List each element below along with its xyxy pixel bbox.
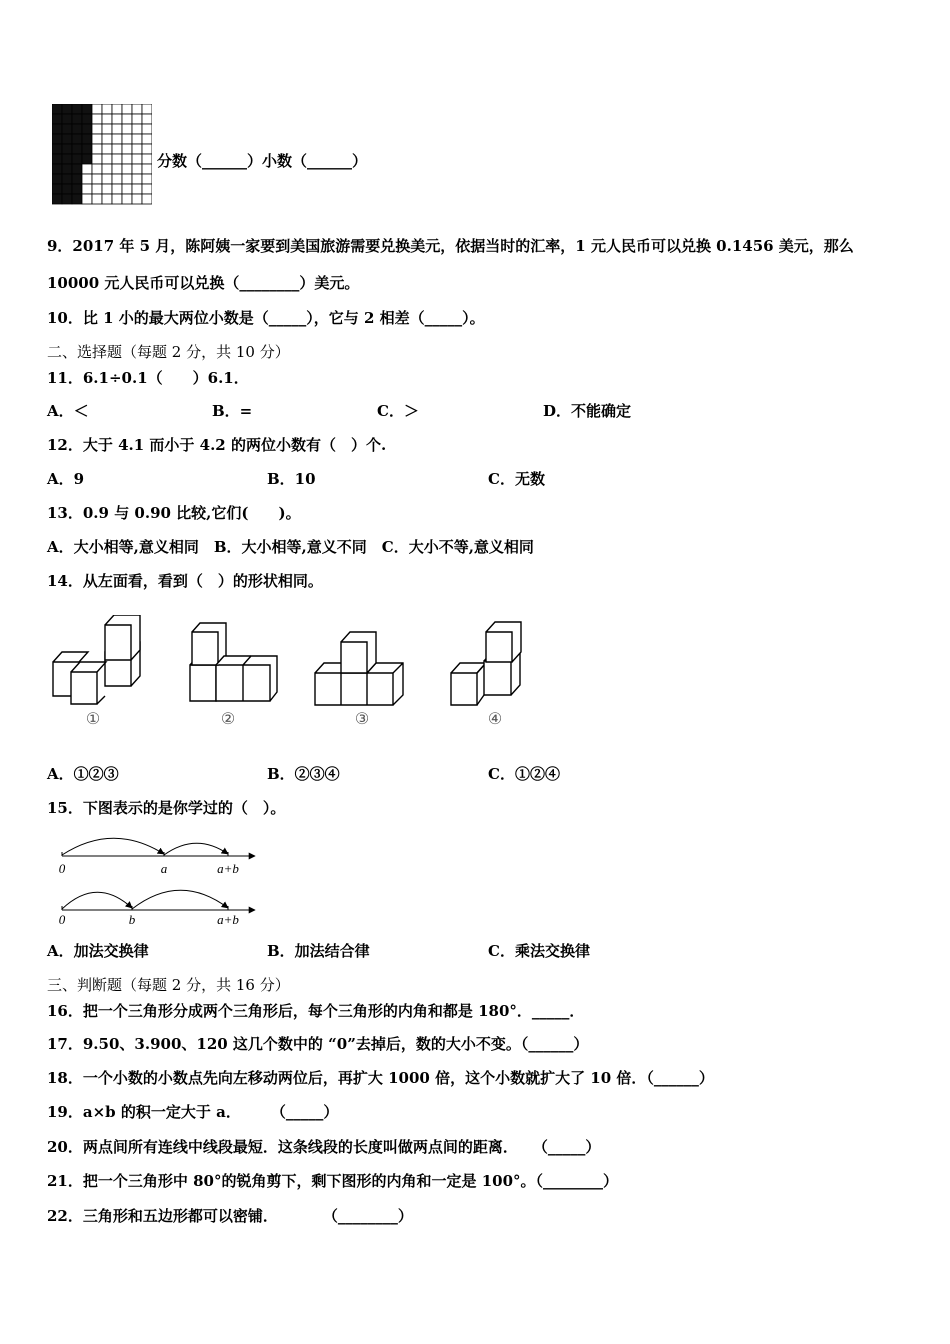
axis2-label-b: b [128,912,136,927]
grid-cell [62,104,72,114]
grid-cell [82,164,92,174]
grid-cell [92,104,102,114]
axis2-label-ab: a+b [217,912,239,927]
grid-cell [82,144,92,154]
grid-cell [62,114,72,124]
grid-cell [102,164,112,174]
grid-cell [122,124,132,134]
grid-cell [72,164,82,174]
q13-options[interactable]: A．大小相等,意义相同 B．大小相等,意义不同 C．大小不等,意义相同 [47,538,534,556]
grid-cell [72,154,82,164]
q19: 19．a×b 的积一定大于 a． （_____） [47,1103,339,1121]
q11-option-c[interactable]: C．＞ [377,402,419,420]
q11-option-d[interactable]: D．不能确定 [543,402,632,420]
q14-option-c[interactable]: C．①②④ [488,765,560,783]
q17: 17．9.50、3.900、120 这几个数中的 “0”去掉后，数的大小不变。（______） [47,1035,589,1053]
cube-figure-3 [315,632,403,705]
grid-cell [112,124,122,134]
q11-stem: 11．6.1÷0.1（ ）6.1． [47,369,249,387]
q14-option-b[interactable]: B．②③④ [267,765,340,783]
grid-cell [112,194,122,204]
section-2-heading: 二、选择题（每题 2 分，共 10 分） [47,343,290,361]
grid-cell [92,184,102,194]
grid-cell [82,184,92,194]
shaded-grid-figure [52,104,152,206]
grid-cell [112,144,122,154]
grid-cell [102,114,112,124]
q14-option-a[interactable]: A．①②③ [47,765,119,783]
grid-cell [52,104,62,114]
figure-label-4: ④ [487,711,503,728]
grid-cell [92,174,102,184]
q8-answer-line: 分数（______）小数（______） [157,152,368,170]
q15-option-b[interactable]: B．加法结合律 [267,942,370,960]
q13-stem: 13．0.9 与 0.90 比较,它们( )。 [47,504,301,522]
q9-line2: 10000 元人民币可以兑换（________）美元。 [47,274,360,292]
q21: 21．把一个三角形中 80°的锐角剪下，剩下图形的内角和一定是 100°。（________） [47,1172,619,1190]
grid-cell [112,154,122,164]
q14-stem: 14．从左面看，看到（ ）的形状相同。 [47,572,323,590]
grid-cell [132,164,142,174]
grid-cell [72,174,82,184]
grid-cell [72,114,82,124]
grid-cell [82,114,92,124]
grid-cell [92,114,102,124]
q15-option-a[interactable]: A．加法交换律 [47,942,149,960]
grid-cell [102,144,112,154]
grid-cell [122,174,132,184]
section-3-heading: 三、判断题（每题 2 分，共 16 分） [47,976,290,994]
grid-cell [142,184,152,194]
q11-option-a[interactable]: A．＜ [47,402,89,420]
grid-cell [62,174,72,184]
q12-stem: 12．大于 4.1 而小于 4.2 的两位小数有（ ）个. [47,436,387,454]
axis1-label-0: 0 [58,861,66,876]
grid-cell [122,154,132,164]
fraction-blank[interactable]: ______ [202,152,248,170]
q20: 20．两点间所有连线中线段最短．这条线段的长度叫做两点间的距离． （_____） [47,1138,601,1156]
grid-cell [102,154,112,164]
grid-cell [112,134,122,144]
grid-cell [62,164,72,174]
grid-cell [52,154,62,164]
grid-cell [122,104,132,114]
grid-cell [52,124,62,134]
grid-cell [92,164,102,174]
grid-cell [72,194,82,204]
grid-cell [52,144,62,154]
q12-option-c[interactable]: C．无数 [488,470,545,488]
grid-cell [92,134,102,144]
figure-label-2: ② [220,711,236,728]
grid-cell [72,184,82,194]
q12-option-b[interactable]: B．10 [267,470,316,488]
grid-cell [82,154,92,164]
grid-cell [112,114,122,124]
grid-cell [122,164,132,174]
grid-cell [82,104,92,114]
grid-cell [82,134,92,144]
grid-cell [102,134,112,144]
grid-cell [52,174,62,184]
grid-cell [82,194,92,204]
grid-cell [92,124,102,134]
decimal-blank[interactable]: ______ [307,152,353,170]
grid-cell [72,104,82,114]
grid-cell [112,174,122,184]
grid-cell [132,134,142,144]
grid-cell [92,194,102,204]
grid-cell [132,154,142,164]
grid-cell [132,114,142,124]
grid-cell [142,144,152,154]
grid-cell [72,144,82,154]
grid-cell [82,174,92,184]
grid-cell [142,134,152,144]
cube-figures [45,615,545,735]
cube-figure-1 [53,615,140,704]
grid-cell [132,194,142,204]
grid-cell [142,194,152,204]
grid-cell [52,164,62,174]
cube-figure-4 [451,622,521,705]
q10: 10．比 1 小的最大两位小数是（_____），它与 2 相差（_____）。 [47,309,485,327]
grid-cell [102,174,112,184]
q15-stem: 15．下图表示的是你学过的（ ）。 [47,799,286,817]
grid-cell [132,124,142,134]
grid-cell [132,104,142,114]
grid-cell [122,144,132,154]
axis1-label-a: a [160,861,168,876]
number-line-figure [50,828,270,928]
grid-cell [142,174,152,184]
grid-cell [62,194,72,204]
cube-figure-2 [190,623,277,701]
q16: 16．把一个三角形分成两个三角形后，每个三角形的内角和都是 180°．_____． [47,1002,585,1020]
grid-cell [52,134,62,144]
grid-cell [132,184,142,194]
q15-option-c[interactable]: C．乘法交换律 [488,942,590,960]
grid-cell [62,144,72,154]
grid-cell [112,184,122,194]
grid-cell [112,104,122,114]
grid-cell [112,164,122,174]
q9-line1: 9．2017 年 5 月，陈阿姨一家要到美国旅游需要兑换美元，依据当时的汇率，1 元人民币可以兑换 0.1456 美元，那么 [47,237,854,255]
q12-option-a[interactable]: A．9 [47,470,85,488]
grid-cell [142,104,152,114]
q22: 22．三角形和五边形都可以密铺． （________） [47,1207,413,1225]
grid-cell [62,134,72,144]
grid-cell [62,154,72,164]
grid-cell [122,184,132,194]
grid-cell [142,124,152,134]
q11-option-b[interactable]: B．= [212,402,253,420]
grid-cell [52,184,62,194]
grid-cell [102,124,112,134]
grid-cell [62,124,72,134]
grid-cell [132,174,142,184]
grid-cell [102,194,112,204]
grid-cell [132,144,142,154]
grid-cell [142,114,152,124]
grid-cell [52,194,62,204]
grid-cell [122,114,132,124]
figure-label-1: ① [85,711,101,728]
grid-cell [122,134,132,144]
axis1-label-ab: a+b [217,861,239,876]
grid-cell [72,124,82,134]
grid-cell [92,144,102,154]
grid-cell [62,184,72,194]
grid-cell [92,154,102,164]
grid-cell [102,184,112,194]
grid-cell [142,154,152,164]
grid-cell [102,104,112,114]
grid-cell [52,114,62,124]
grid-cell [142,164,152,174]
grid-cell [72,134,82,144]
q18: 18．一个小数的小数点先向左移动两位后，再扩大 1000 倍，这个小数就扩大了 10 倍．（______） [47,1069,714,1087]
figure-label-3: ③ [354,711,370,728]
grid-cell [122,194,132,204]
grid-cell [82,124,92,134]
axis2-label-0: 0 [58,912,66,927]
